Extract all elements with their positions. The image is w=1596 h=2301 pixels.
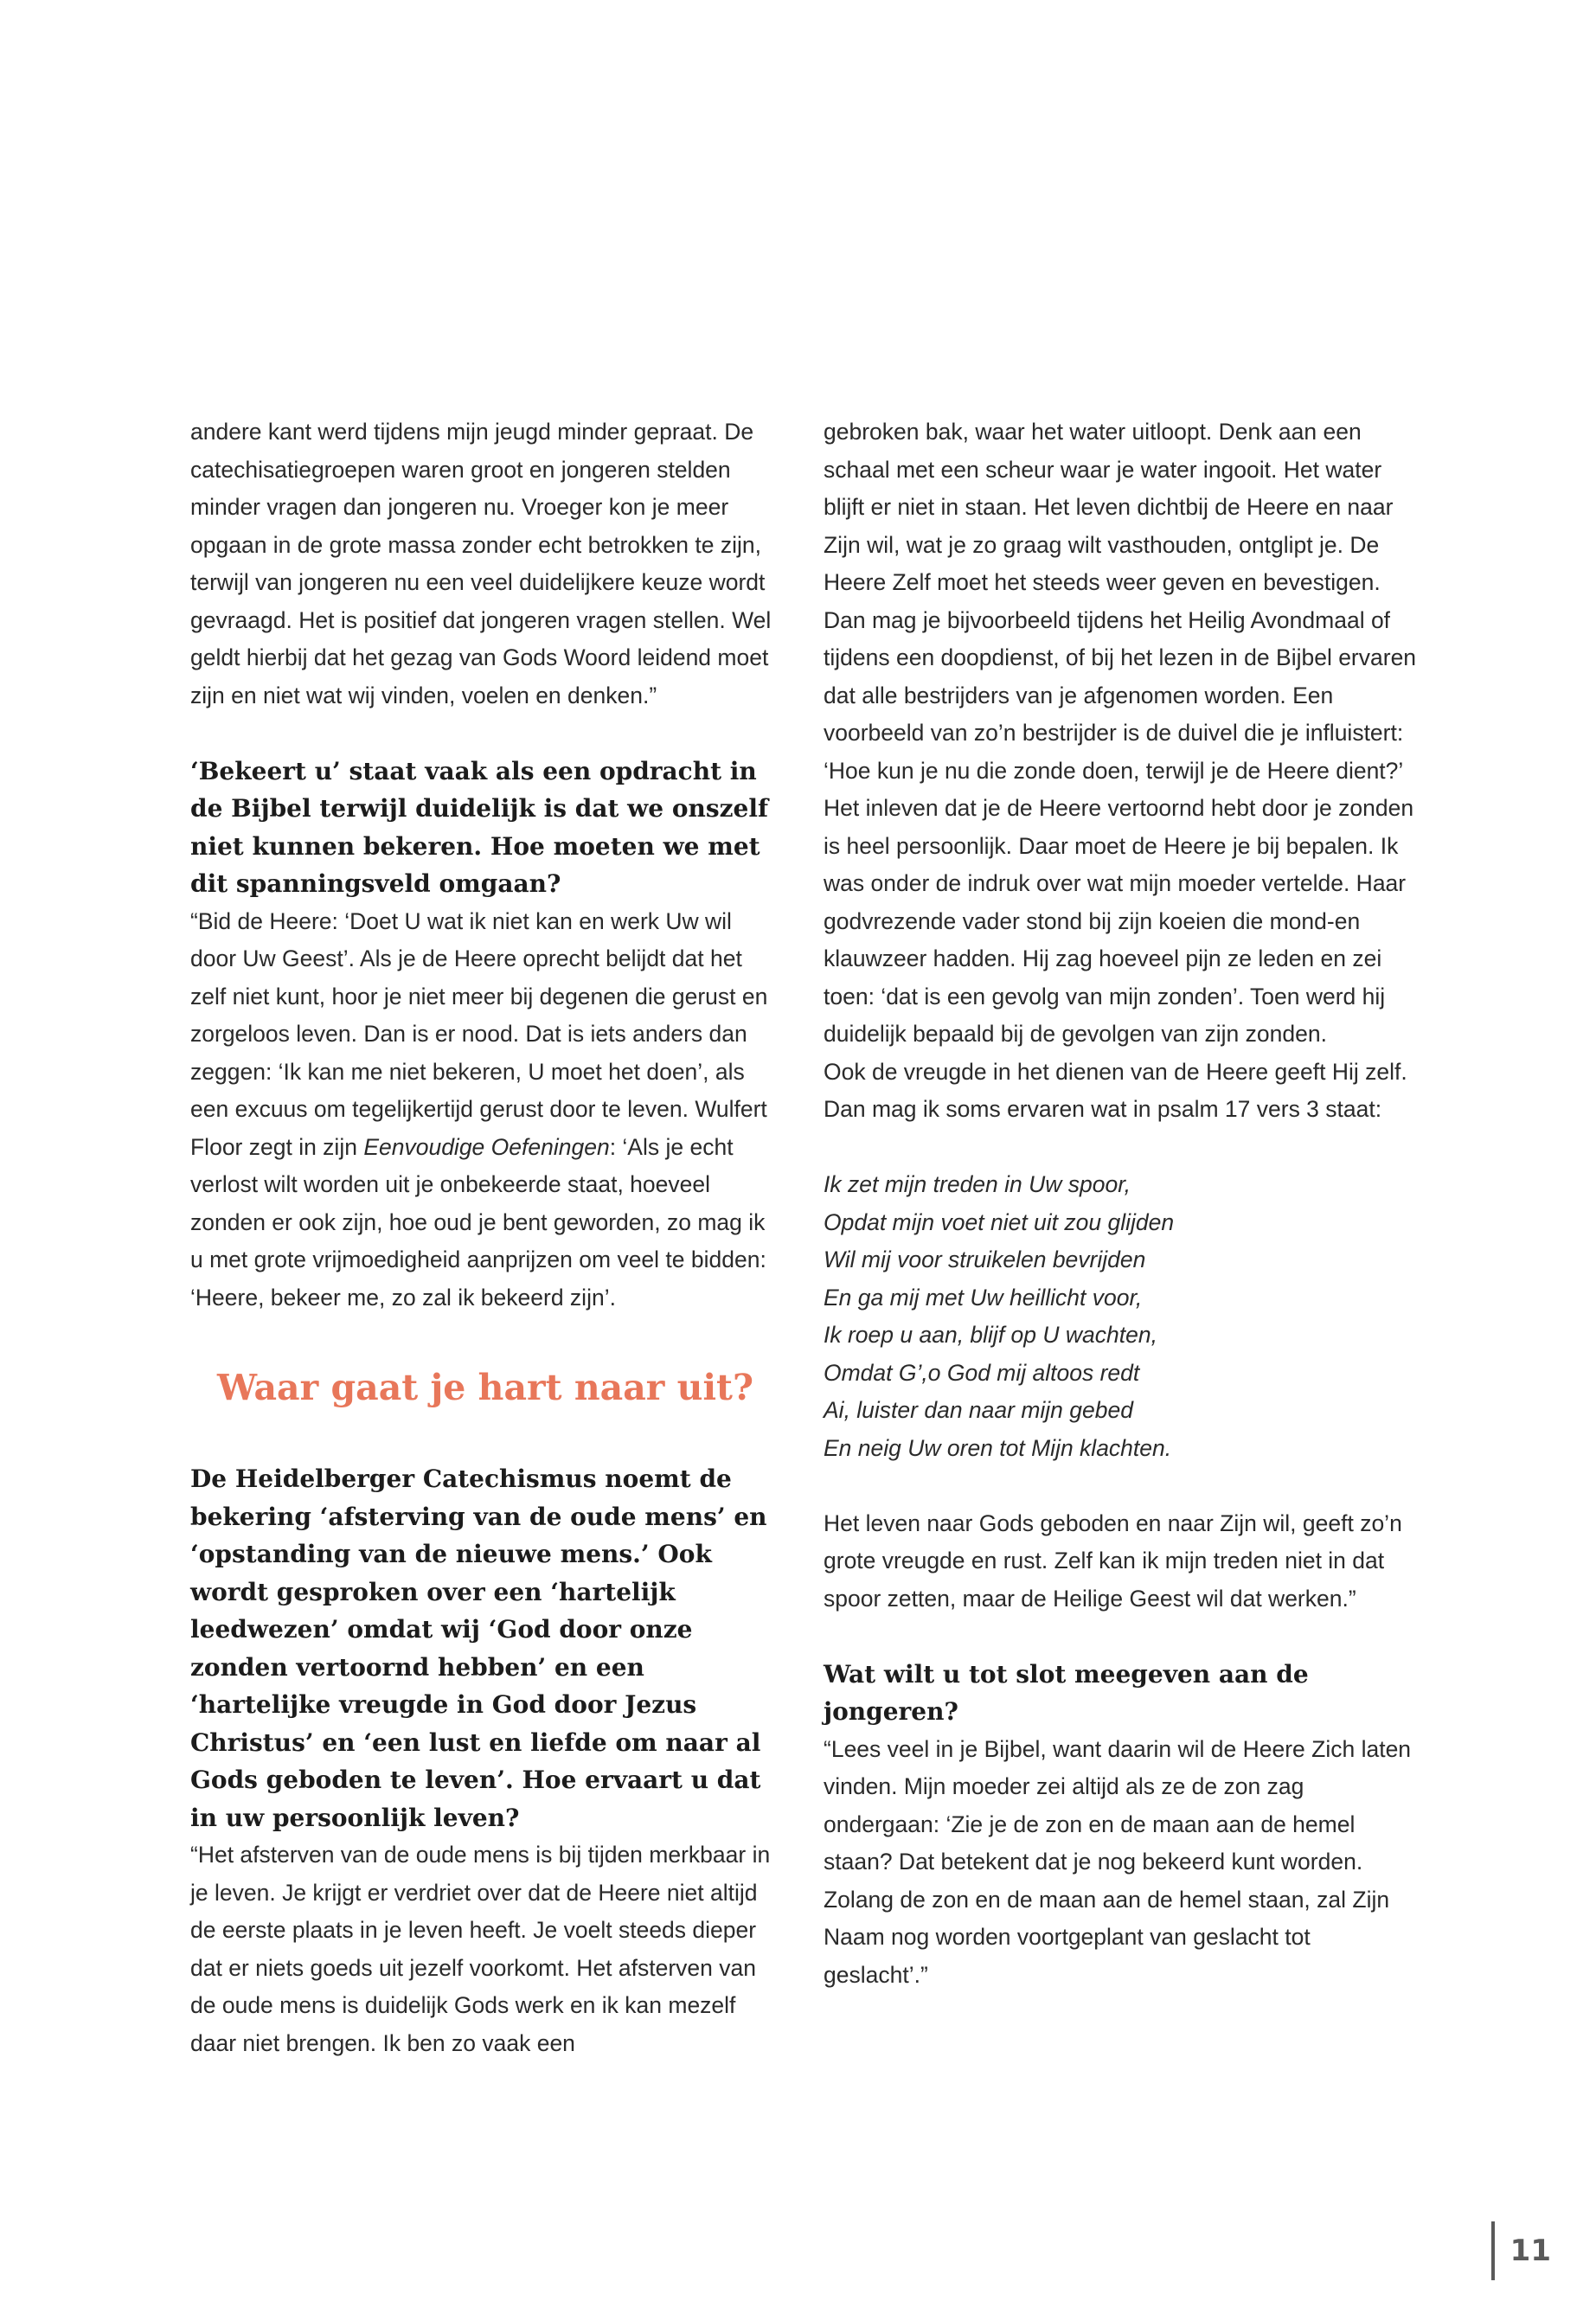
answer-bekeert-start: “Bid de Heere: ‘Doet U wat ik niet kan en werk Uw wil door Uw Geest’. Als je de Heere oprecht belijdt dat het zelf niet kunt, hoor je niet meer bij degenen die gerust en zorgeloos leven. Dan is er nood. Dat is iets anders dan zeggen: ‘Ik kan me niet bekeren, U moet het doen’, als een excuus om tegelijkertijd gerust door te leven. Wulfert Floor zegt in zijn xyxy=(190,907,768,1160)
left-column xyxy=(190,413,780,2062)
answer-bekeert-end: : ‘Als je echt verlost wilt worden uit je onbekeerde staat, hoeveel zonden er ook zijn, hoe oud je bent geworden, zo mag ik u met grote vrijmoedigheid aanprijzen om veel te bidden: ‘Heere, bekeer me, zo zal ik bekeerd zijn’. xyxy=(190,1133,766,1311)
book-title: Eenvoudige Oefeningen xyxy=(363,1133,610,1160)
question-bekeert: ‘Bekeert u’ staat vaak als een opdracht in de Bijbel terwijl duidelijk is dat we onszelf niet kunnen bekeren. Hoe moeten we met dit spanningsveld omgaan? xyxy=(190,756,769,898)
paragraph-leven: Het leven naar Gods geboden en naar Zijn wil, geeft zo’n grote vreugde en rust. Zelf kan ik mijn treden niet in dat spoor zetten, maar de Heilige Geest wil dat werken.” xyxy=(824,1509,1402,1612)
poem-line: Opdat mijn voet niet uit zou glijden xyxy=(824,1208,1175,1235)
paragraph-vreugde: Ook de vreugde in het dienen van de Heere geeft Hij zelf. Dan mag ik soms ervaren wat in psalm 17 vers 3 staat: xyxy=(824,1058,1407,1122)
poem-line: Ai, luister dan naar mijn gebed xyxy=(824,1397,1133,1423)
section-heading: Waar gaat je hart naar uit? xyxy=(216,1367,754,1408)
psalm-verse xyxy=(824,1166,1420,1467)
question-heidelberger: De Heidelberger Catechismus noemt de bekering ‘afsterving van de oude mens’ en ‘opstanding van de nieuwe mens.’ Ook wordt gesproken over een ‘hartelijk leedwezen’ omdat wij ‘God door onze zonden vertoornd hebben’ en een ‘hartelijke vreugde in God door Jezus Christus’ en ‘een lust en liefde om naar al Gods geboden te leven’. Hoe ervaart u dat in uw persoonlijk leven? xyxy=(190,1465,767,1832)
paragraph-intro: andere kant werd tijdens mijn jeugd minder gepraat. De catechisatiegroepen waren groot en jongeren stelden minder vragen dan jongeren nu. Vroeger kon je meer opgaan in de grote massa zonder echt betrokken te zijn, terwijl van jongeren nu een veel duidelijkere keuze wordt gevraagd. Het is positief dat jongeren vragen stellen. Wel geldt hierbij dat het gezag van Gods Woord leidend moet zijn en niet wat wij vinden, voelen en denken.” xyxy=(190,419,772,708)
paragraph-continued: gebroken bak, waar het water uitloopt. Denk aan een schaal met een scheur waar je water ingooit. Het water blijft er niet in staan. Het leven dichtbij de Heere en naar Zijn wil, wat je zo graag wilt vasthouden, ontglipt je. De Heere Zelf moet het steeds weer geven en bevestigen. Dan mag je bijvoorbeeld tijdens het Heilig Avondmaal of tijdens een doopdienst, of bij het lezen in de Bijbel ervaren dat alle bestrijders van je afgenomen worden. Een voorbeeld van zo’n bestrijder is de duivel die je influistert: ‘Hoe kun je nu die zonde doen, terwijl je de Heere dient?’ xyxy=(824,419,1417,784)
poem-line: Wil mij voor struikelen bevrijden xyxy=(824,1247,1146,1272)
page-number: 11 xyxy=(1491,2221,1551,2280)
answer-heidelberger: “Het afsterven van de oude mens is bij tijden merkbaar in je leven. Je krijgt er verdriet over dat de Heere niet altijd de eerste plaats in je leven heeft. Je voelt steeds dieper dat er niets goeds uit jezelf voorkomt. Het afsterven van de oude mens is duidelijk Gods werk en ik kan mezelf daar niet brengen. Ik ben zo vaak een xyxy=(190,1842,771,2056)
poem-line: En neig Uw oren tot Mijn klachten. xyxy=(824,1434,1172,1461)
question-slot: Wat wilt u tot slot meegeven aan de jongeren? xyxy=(824,1659,1309,1726)
poem-line: En ga mij met Uw heillicht voor, xyxy=(824,1284,1143,1311)
paragraph-inleven: Het inleven dat je de Heere vertoornd hebt door je zonden is heel persoonlijk. Daar moet de Heere je bij bepalen. Ik was onder de indruk over wat mijn moeder vertelde. Haar godvrezende vader stond bij zijn koeien die mond-en klauwzeer hadden. Hij zag hoeveel pijn ze leden en zei toen: ‘dat is een gevolg van mijn zonden’. Toen werd hij duidelijk bepaald bij de gevolgen van zijn zonden. xyxy=(824,795,1414,1047)
poem-line: Ik zet mijn treden in Uw spoor, xyxy=(824,1171,1131,1197)
answer-bekeert xyxy=(190,903,780,1317)
right-column xyxy=(824,413,1420,1994)
answer-slot: “Lees veel in je Bijbel, want daarin wil de Heere Zich laten vinden. Mijn moeder zei altijd als ze de zon zag ondergaan: ‘Zie je de zon en de maan aan de hemel staan? Dat betekent dat je nog bekeerd kunt worden. Zolang de zon en de maan aan de hemel staan, zal Zijn Naam nog worden voortgeplant van geslacht tot geslacht’.” xyxy=(824,1735,1412,1988)
poem-line: Ik roep u aan, blijf op U wachten, xyxy=(824,1322,1157,1348)
poem-line: Omdat G’,o God mij altoos redt xyxy=(824,1359,1140,1386)
